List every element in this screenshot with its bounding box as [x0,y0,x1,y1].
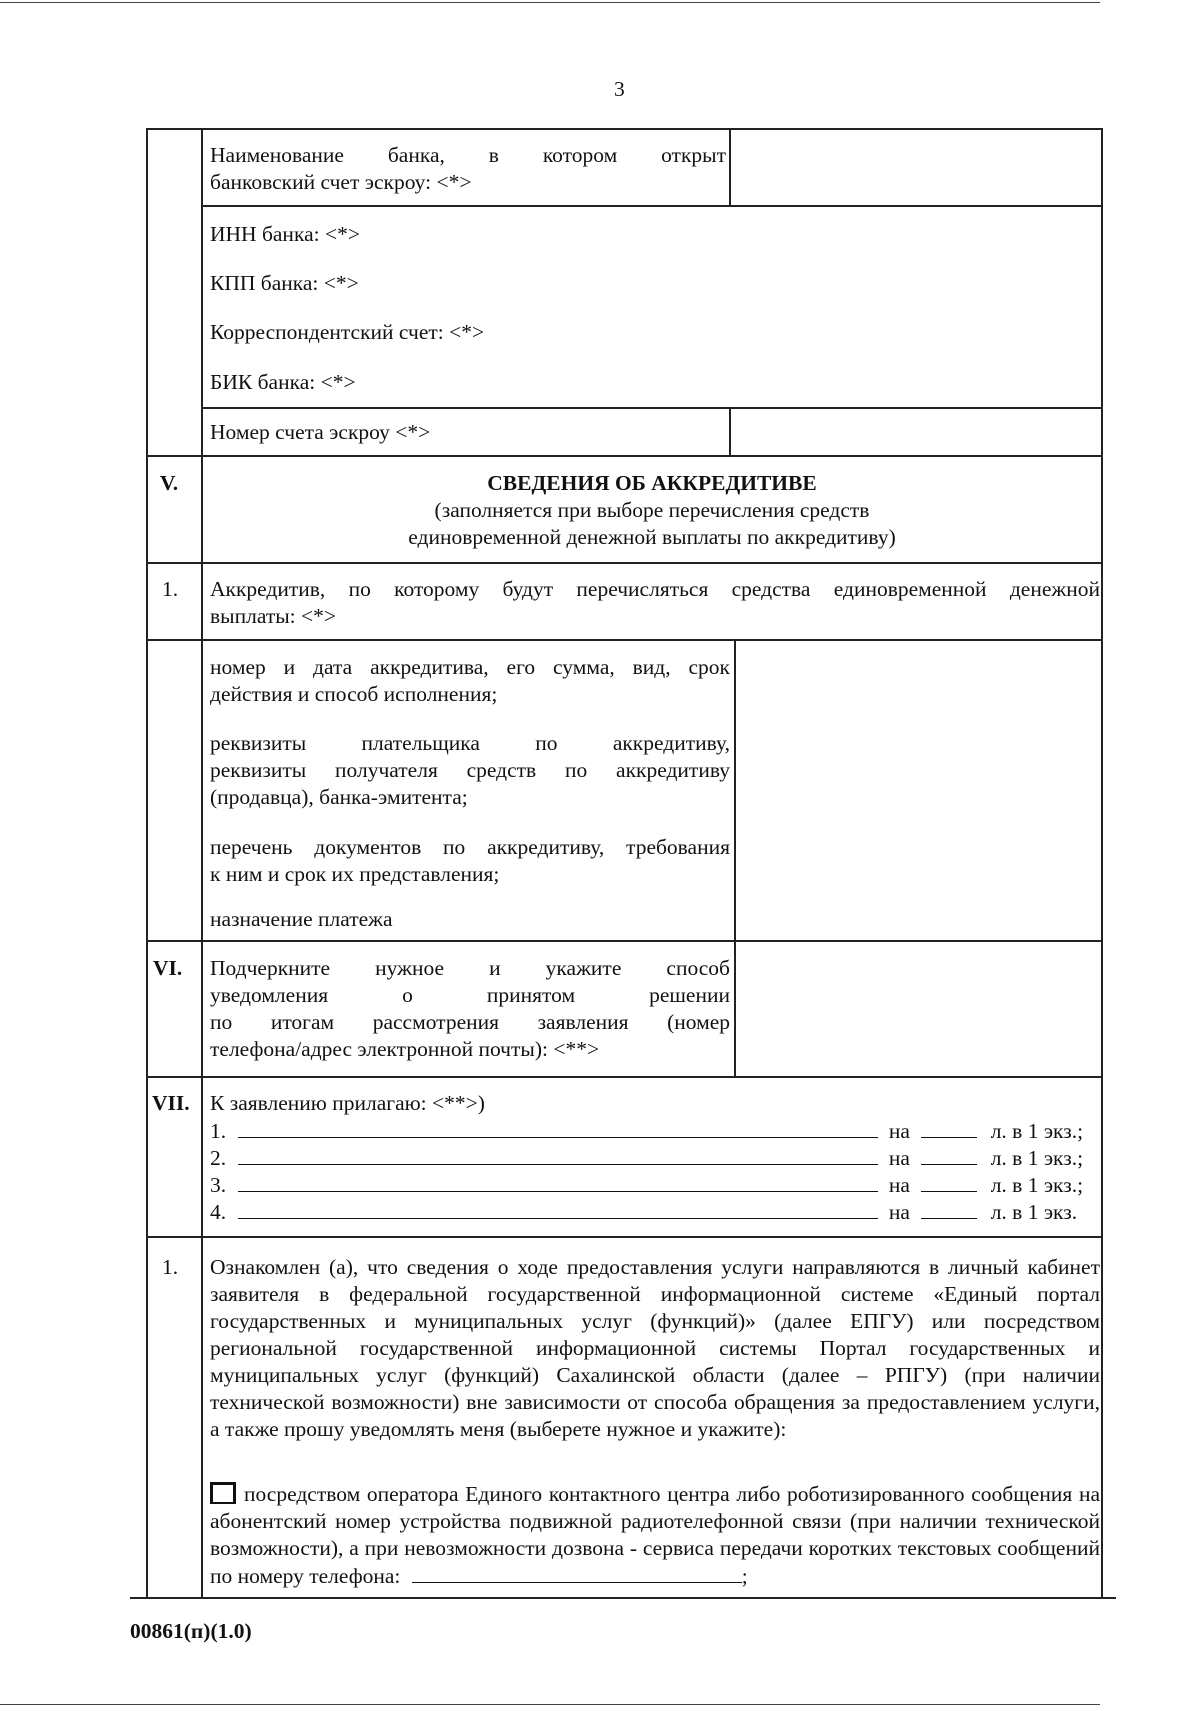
row-border [146,128,1103,130]
lc-detail-purpose: назначение платежа [210,907,393,931]
notice-number: 1. [162,1255,179,1279]
table-border-right [1101,128,1103,1598]
notification-method-label: Подчеркните нужное и укажите способ [210,956,730,980]
value-column-border [729,128,731,207]
lc-details-value[interactable] [737,642,1100,939]
notice-option-end: ; [741,1564,748,1588]
scan-edge-bottom [0,1704,1100,1705]
row-border [146,1236,1103,1238]
row-border [146,562,1103,564]
lc-detail-requisites: реквизиты плательщика по аккредитиву, [210,731,730,755]
escrow-account-label: Номер счета эскроу <*> [210,420,431,444]
notification-method-value[interactable] [737,943,1100,1075]
lc-detail-documents-cont: к ним и срок их представления; [210,862,500,886]
bank-inn-label: ИНН банка: <*> [210,222,360,246]
attachment-name-field[interactable] [238,1198,878,1219]
notice-option-text: посредством оператора Единого контактного центра либо роботизированного сообщения на абонентский номер устройства подвижной радиотелефонной связи (при наличии технической возможности), а при невозможности дозвона - сервиса передачи коротких текстовых сообщений по номеру телефона: [210,1482,1100,1588]
notice-text: Ознакомлен (а), что сведения о ходе предоставления услуги направляются в личный кабинет заявителя в федеральной государственной информационной системе «Единый портал государственных и муниципальных услуг (функций)» (далее ЕПГУ) или посредством региональной государственной информационной системы Портал государственных и муниципальных услуг (функций) Сахалинской области (далее – РПГУ) (при наличии технической возможности) вне зависимости от способа обращения за предоставлением услуги, а также прошу уведомлять меня (выберете нужное и укажите): [210,1255,1100,1441]
attachment-item: 1. на л. в 1 экз.; [210,1119,1084,1143]
row-border [146,455,1103,457]
attachment-item: 3. на л. в 1 экз.; [210,1173,1084,1197]
section-v-title: СВЕДЕНИЯ ОБ АККРЕДИТИВЕ [487,471,817,495]
escrow-account-value[interactable] [732,410,1100,454]
lc-detail-requisites-end: (продавца), банка-эмитента; [210,785,468,809]
document-code: 00861(п)(1.0) [130,1619,252,1643]
section-vii-number: VII. [152,1091,190,1115]
attachment-name-field[interactable] [238,1144,878,1165]
attachment-name-field[interactable] [238,1171,878,1192]
section-v-item-number: 1. [162,577,179,601]
corr-account-label: Корреспондентский счет: <*> [210,320,485,344]
row-border [146,940,1103,942]
page-number: 3 [614,77,625,101]
row-border [146,1076,1103,1078]
attachments-title: К заявлению прилагаю: <**>) [210,1091,485,1115]
lc-detail-documents: перечень документов по аккредитиву, требования [210,835,730,859]
attachment-pages-field[interactable] [921,1198,977,1219]
letter-of-credit-label-cont: выплаты: <*> [210,604,337,628]
attachment-pages-field[interactable] [921,1144,977,1165]
attachment-item: 4. на л. в 1 экз. [210,1200,1078,1224]
letter-of-credit-label: Аккредитив, по которому будут перечисляться средства единовременной денежной [210,577,1100,601]
contact-center-checkbox[interactable] [210,1482,236,1504]
section-v-number: V. [160,471,179,495]
bank-name-label: Наименование банка, в котором открыт [210,143,726,167]
section-v-subtitle-cont: единовременной денежной выплаты по аккредитиву) [408,525,896,549]
notification-method-label-3: по итогам рассмотрения заявления (номер [210,1010,730,1034]
section-v-subtitle: (заполняется при выборе перечисления средств [434,498,870,522]
table-number-column-border [201,128,203,1598]
attachment-pages-field[interactable] [921,1171,977,1192]
attachment-name-field[interactable] [238,1117,878,1138]
notice-option [210,1481,1100,1590]
row-border [201,205,1103,207]
bank-kpp-label: КПП банка: <*> [210,271,359,295]
lc-detail-number-cont: действия и способ исполнения; [210,682,498,706]
table-border-left [146,128,148,1598]
scan-edge-top [0,2,1100,3]
row-border [201,407,1103,409]
notification-method-label-2: уведомления о принятом решении [210,983,730,1007]
bank-name-label-cont: банковский счет эскроу: <*> [210,170,472,194]
value-column-border [734,639,736,1077]
table-border-bottom [130,1597,1116,1599]
bank-bik-label: БИК банка: <*> [210,370,356,394]
attachment-item: 2. на л. в 1 экз.; [210,1146,1084,1170]
lc-detail-requisites-cont: реквизиты получателя средств по аккредитиву [210,758,730,782]
section-vi-number: VI. [153,956,183,980]
attachment-pages-field[interactable] [921,1117,977,1138]
lc-detail-number: номер и дата аккредитива, его сумма, вид, срок [210,655,730,679]
notification-method-label-4: телефона/адрес электронной почты): <**> [210,1037,600,1061]
value-column-border [729,407,731,457]
row-border [146,639,1103,641]
phone-number-field[interactable] [412,1562,742,1583]
bank-name-value[interactable] [732,131,1100,204]
